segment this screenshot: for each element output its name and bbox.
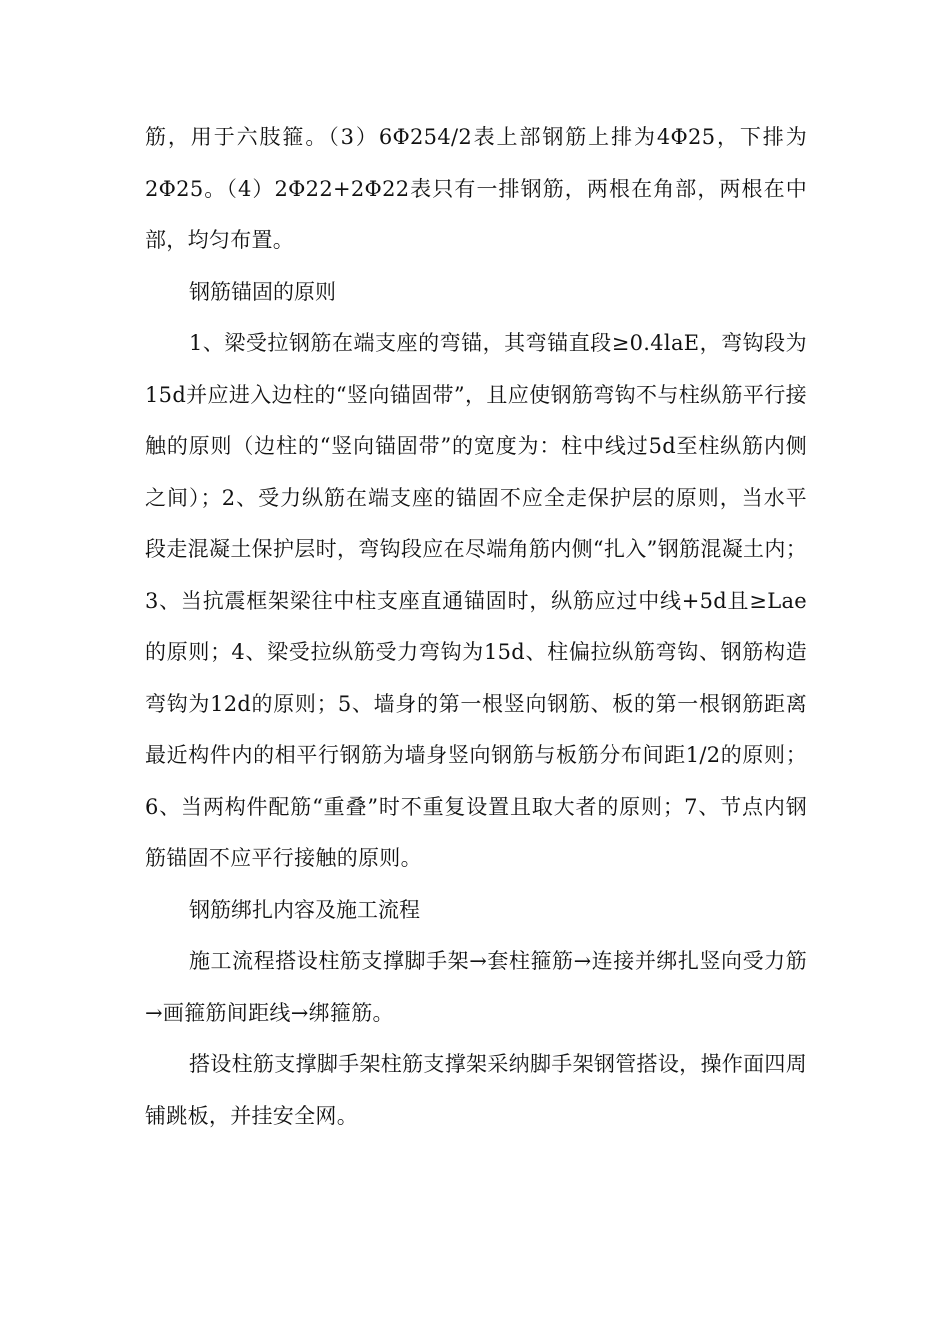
paragraph-scaffold-setup: 搭设柱筋支撑脚手架柱筋支撑架采纳脚手架钢管搭设，操作面四周铺跳板，并挂安全网。 [145, 1052, 807, 1128]
paragraph-construction-process: 施工流程搭设柱筋支撑脚手架→套柱箍筋→连接并绑扎竖向受力筋→画箍筋间距线→绑箍筋。 [145, 949, 807, 1025]
paragraph-anchorage-principles: 1、梁受拉钢筋在端支座的弯锚，其弯锚直段≥0.4laE，弯钩段为15d并应进入边柱的“竖向锚固带”，且应使钢筋弯钩不与柱纵筋平行接触的原则（边柱的“竖向锚固带”的宽度为：柱中线过5d至柱纵筋内侧之间）；2、受力纵筋在端支座的锚固不应全走保护层的原则，当水平段走混凝土保护层时，弯钩段应在尽端角筋内侧“扎入”钢筋混凝土内；3、当抗震框架梁往中柱支座直通锚固时，纵筋应过中线+5d且≥Lae的原则；4、梁受拉纵筋受力弯钩为15d、柱偏拉纵筋弯钩、钢筋构造弯钩为12d的原则；5、墙身的第一根竖向钢筋、板的第一根钢筋距离最近构件内的相平行钢筋为墙身竖向钢筋与板筋分布间距1/2的原则；6、当两构件配筋“重叠”时不重复设置且取大者的原则；7、节点内钢筋锚固不应平行接触的原则。 [145, 331, 807, 870]
paragraph-rebar-layout: 筋，用于六肢箍。（3）6Φ254/2表上部钢筋上排为4Φ25，下排为2Φ25。（4）2Φ22+2Φ22表只有一排钢筋，两根在角部，两根在中部，均匀布置。 [145, 125, 807, 252]
section-heading-anchorage: 钢筋锚固的原则 [189, 279, 336, 304]
section-heading-binding: 钢筋绑扎内容及施工流程 [189, 897, 420, 922]
document-body [145, 112, 807, 1142]
